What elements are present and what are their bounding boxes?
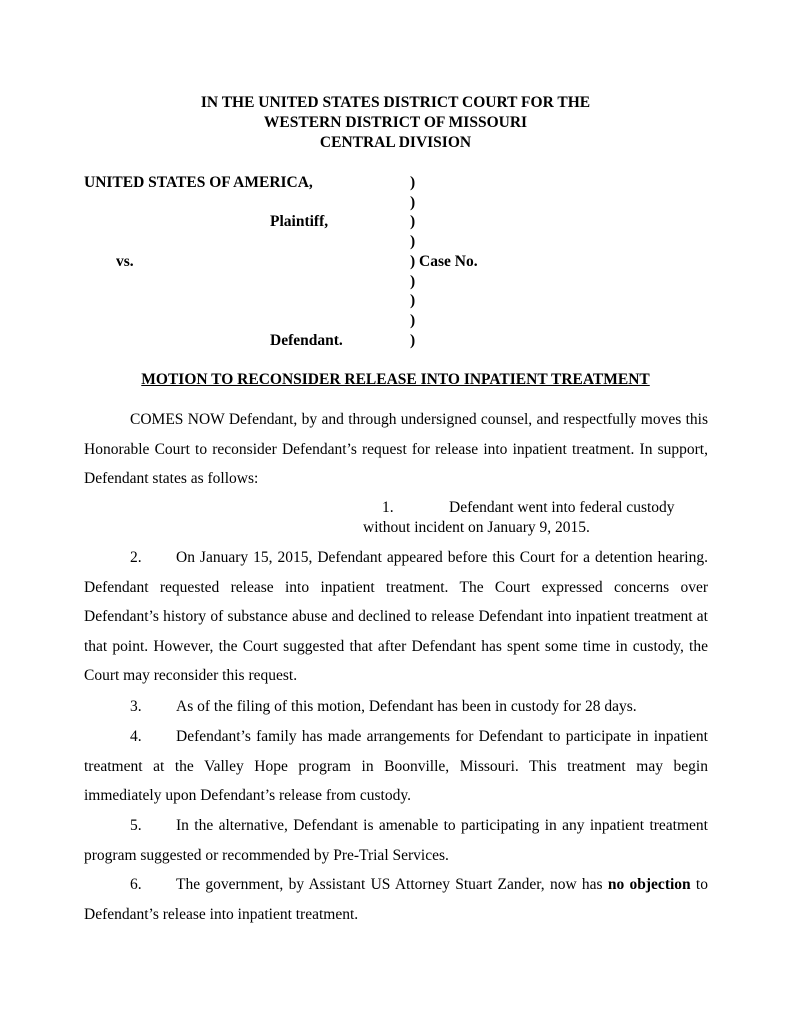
caption-paren: ) bbox=[410, 292, 416, 309]
caption-paren: ) bbox=[410, 253, 416, 270]
court-heading-line-1: IN THE UNITED STATES DISTRICT COURT FOR THE bbox=[200, 94, 591, 111]
item-1-line-2: without incident on January 9, 2015. bbox=[363, 519, 590, 536]
caption-paren: ) bbox=[410, 213, 416, 230]
paragraph-number: 4. bbox=[130, 728, 142, 745]
caption-paren: ) bbox=[410, 312, 416, 329]
paragraph-number: 3. bbox=[130, 698, 142, 715]
paragraph-text: On January 15, 2015, Defendant appeared before this Court for a detention hearing. Defendant requested release into inpatient treatment. The Court expressed concerns over Defendant’s history of substance abuse and declined to release Defendant into inpatient treatment at that point. However, the Court suggested that after Defendant has spent some time in custody, the Court may reconsider this request. bbox=[84, 549, 708, 685]
numbered-paragraph bbox=[84, 811, 708, 870]
numbered-paragraph bbox=[84, 870, 708, 929]
numbered-paragraph bbox=[84, 543, 708, 691]
numbered-paragraph bbox=[84, 692, 708, 722]
paragraph-text: The government, by Assistant US Attorney Stuart Zander, now has bbox=[176, 876, 608, 893]
no-objection-emphasis: no objection bbox=[607, 876, 691, 893]
plaintiff-role: Plaintiff, bbox=[270, 213, 329, 230]
intro-paragraph: COMES NOW Defendant, by and through undersigned counsel, and respectfully moves this Honorable Court to reconsider Defendant’s request for release into inpatient treatment. In support, Defendant states as follows: bbox=[84, 411, 708, 488]
defendant-role: Defendant. bbox=[270, 332, 343, 349]
item-1-line-1: Defendant went into federal custody bbox=[449, 499, 675, 516]
caption-paren: ) bbox=[410, 233, 416, 250]
paragraph-number: 6. bbox=[130, 876, 142, 893]
case-number-line bbox=[410, 253, 478, 271]
paragraph-text-continued: to Defendant’s release into inpatient treatment. bbox=[84, 876, 708, 923]
item-1-number: 1. bbox=[382, 499, 394, 516]
paragraph-text: Defendant’s family has made arrangements for Defendant to participate in inpatient treatment at the Valley Hope program in Boonville, Missouri. This treatment may begin immediately upon Defendant’s release from custody. bbox=[84, 728, 708, 805]
paragraph-text: In the alternative, Defendant is amenable to participating in any inpatient treatment program suggested or recommended by Pre-Trial Services. bbox=[84, 817, 708, 864]
paragraph-number: 5. bbox=[130, 817, 142, 834]
caption-paren: ) bbox=[410, 332, 416, 349]
caption-paren: ) bbox=[410, 174, 416, 191]
motion-title: MOTION TO RECONSIDER RELEASE INTO INPATIENT TREATMENT bbox=[141, 371, 650, 388]
court-heading-line-2: WESTERN DISTRICT OF MISSOURI bbox=[263, 114, 528, 131]
versus-label: vs. bbox=[116, 253, 134, 270]
numbered-paragraph bbox=[84, 722, 708, 811]
caption-paren: ) bbox=[410, 194, 416, 211]
plaintiff-name: UNITED STATES OF AMERICA, bbox=[84, 174, 313, 191]
paragraph-number: 2. bbox=[130, 549, 142, 566]
paragraph-text: As of the filing of this motion, Defendant has been in custody for 28 days. bbox=[176, 698, 637, 715]
case-number-label: Case No. bbox=[419, 253, 478, 270]
caption-paren: ) bbox=[410, 273, 416, 290]
court-heading-line-3: CENTRAL DIVISION bbox=[319, 134, 472, 151]
